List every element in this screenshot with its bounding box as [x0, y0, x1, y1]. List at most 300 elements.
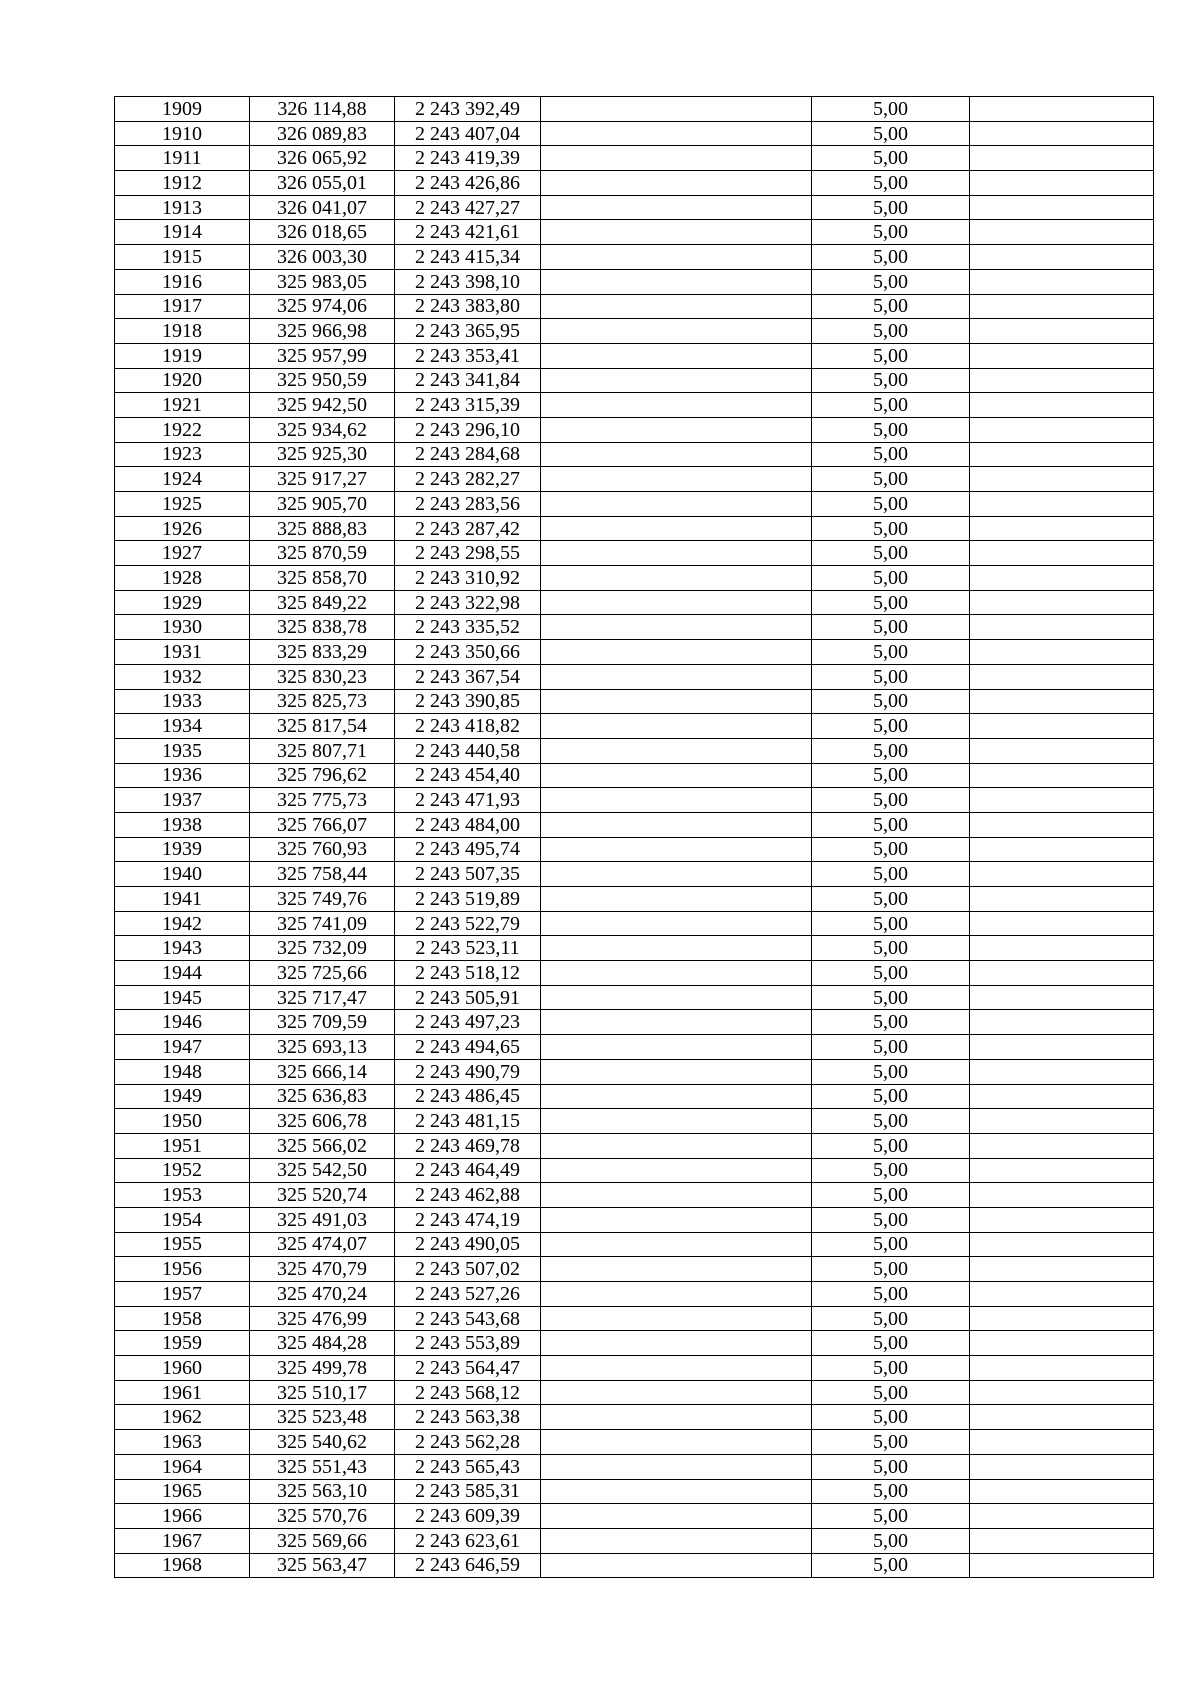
point-number-cell: 1923	[115, 442, 250, 467]
table-row	[115, 220, 1154, 245]
y-coordinate-cell: 2 243 609,39	[395, 1504, 541, 1529]
point-number-cell: 1932	[115, 664, 250, 689]
empty-cell	[970, 442, 1154, 467]
value-cell: 5,00	[812, 1207, 970, 1232]
value-cell: 5,00	[812, 837, 970, 862]
table-row	[115, 640, 1154, 665]
point-number-cell: 1946	[115, 1010, 250, 1035]
x-coordinate-cell: 326 041,07	[250, 195, 395, 220]
empty-cell	[541, 146, 812, 171]
y-coordinate-cell: 2 243 383,80	[395, 294, 541, 319]
y-coordinate-cell: 2 243 471,93	[395, 788, 541, 813]
y-coordinate-cell: 2 243 398,10	[395, 269, 541, 294]
table-row	[115, 664, 1154, 689]
y-coordinate-cell: 2 243 495,74	[395, 837, 541, 862]
empty-cell	[541, 911, 812, 936]
empty-cell	[541, 245, 812, 270]
point-number-cell: 1930	[115, 615, 250, 640]
x-coordinate-cell: 325 563,47	[250, 1553, 395, 1578]
point-number-cell: 1950	[115, 1109, 250, 1134]
empty-cell	[541, 121, 812, 146]
x-coordinate-cell: 326 089,83	[250, 121, 395, 146]
value-cell: 5,00	[812, 1430, 970, 1455]
table-row	[115, 368, 1154, 393]
empty-cell	[970, 1553, 1154, 1578]
point-number-cell: 1937	[115, 788, 250, 813]
value-cell: 5,00	[812, 590, 970, 615]
empty-cell	[541, 516, 812, 541]
table-row	[115, 936, 1154, 961]
point-number-cell: 1920	[115, 368, 250, 393]
point-number-cell: 1964	[115, 1454, 250, 1479]
value-cell: 5,00	[812, 862, 970, 887]
x-coordinate-cell: 326 065,92	[250, 146, 395, 171]
y-coordinate-cell: 2 243 486,45	[395, 1084, 541, 1109]
empty-cell	[541, 220, 812, 245]
point-number-cell: 1961	[115, 1380, 250, 1405]
x-coordinate-cell: 325 470,24	[250, 1282, 395, 1307]
empty-cell	[970, 1282, 1154, 1307]
empty-cell	[970, 146, 1154, 171]
point-number-cell: 1927	[115, 541, 250, 566]
y-coordinate-cell: 2 243 315,39	[395, 393, 541, 418]
empty-cell	[541, 664, 812, 689]
empty-cell	[541, 1405, 812, 1430]
empty-cell	[541, 1504, 812, 1529]
table-row	[115, 343, 1154, 368]
empty-cell	[541, 590, 812, 615]
y-coordinate-cell: 2 243 421,61	[395, 220, 541, 245]
x-coordinate-cell: 325 523,48	[250, 1405, 395, 1430]
point-number-cell: 1922	[115, 417, 250, 442]
point-number-cell: 1929	[115, 590, 250, 615]
x-coordinate-cell: 325 741,09	[250, 911, 395, 936]
y-coordinate-cell: 2 243 522,79	[395, 911, 541, 936]
empty-cell	[541, 640, 812, 665]
x-coordinate-cell: 325 974,06	[250, 294, 395, 319]
point-number-cell: 1953	[115, 1183, 250, 1208]
point-number-cell: 1915	[115, 245, 250, 270]
empty-cell	[970, 1454, 1154, 1479]
y-coordinate-cell: 2 243 335,52	[395, 615, 541, 640]
value-cell: 5,00	[812, 1133, 970, 1158]
value-cell: 5,00	[812, 1282, 970, 1307]
y-coordinate-cell: 2 243 367,54	[395, 664, 541, 689]
value-cell: 5,00	[812, 1084, 970, 1109]
point-number-cell: 1960	[115, 1356, 250, 1381]
value-cell: 5,00	[812, 245, 970, 270]
point-number-cell: 1921	[115, 393, 250, 418]
empty-cell	[970, 1430, 1154, 1455]
x-coordinate-cell: 325 849,22	[250, 590, 395, 615]
empty-cell	[970, 171, 1154, 196]
empty-cell	[541, 788, 812, 813]
x-coordinate-cell: 325 476,99	[250, 1306, 395, 1331]
empty-cell	[541, 1479, 812, 1504]
empty-cell	[970, 1380, 1154, 1405]
x-coordinate-cell: 325 563,10	[250, 1479, 395, 1504]
table-row	[115, 195, 1154, 220]
point-number-cell: 1926	[115, 516, 250, 541]
y-coordinate-cell: 2 243 565,43	[395, 1454, 541, 1479]
x-coordinate-cell: 325 758,44	[250, 862, 395, 887]
point-number-cell: 1919	[115, 343, 250, 368]
x-coordinate-cell: 325 934,62	[250, 417, 395, 442]
value-cell: 5,00	[812, 1232, 970, 1257]
empty-cell	[541, 936, 812, 961]
empty-cell	[541, 319, 812, 344]
table-row	[115, 1454, 1154, 1479]
y-coordinate-cell: 2 243 322,98	[395, 590, 541, 615]
value-cell: 5,00	[812, 640, 970, 665]
y-coordinate-cell: 2 243 623,61	[395, 1528, 541, 1553]
x-coordinate-cell: 325 470,79	[250, 1257, 395, 1282]
point-number-cell: 1938	[115, 812, 250, 837]
table-row	[115, 590, 1154, 615]
empty-cell	[970, 862, 1154, 887]
empty-cell	[970, 368, 1154, 393]
empty-cell	[541, 1084, 812, 1109]
table-row	[115, 1232, 1154, 1257]
value-cell: 5,00	[812, 442, 970, 467]
empty-cell	[541, 1282, 812, 1307]
y-coordinate-cell: 2 243 519,89	[395, 887, 541, 912]
point-number-cell: 1918	[115, 319, 250, 344]
value-cell: 5,00	[812, 1528, 970, 1553]
x-coordinate-cell: 325 732,09	[250, 936, 395, 961]
value-cell: 5,00	[812, 936, 970, 961]
point-number-cell: 1965	[115, 1479, 250, 1504]
y-coordinate-cell: 2 243 310,92	[395, 566, 541, 591]
y-coordinate-cell: 2 243 563,38	[395, 1405, 541, 1430]
empty-cell	[541, 1207, 812, 1232]
x-coordinate-cell: 326 003,30	[250, 245, 395, 270]
y-coordinate-cell: 2 243 553,89	[395, 1331, 541, 1356]
empty-cell	[970, 1084, 1154, 1109]
point-number-cell: 1954	[115, 1207, 250, 1232]
x-coordinate-cell: 325 807,71	[250, 738, 395, 763]
table-row	[115, 121, 1154, 146]
point-number-cell: 1947	[115, 1035, 250, 1060]
y-coordinate-cell: 2 243 341,84	[395, 368, 541, 393]
x-coordinate-cell: 325 775,73	[250, 788, 395, 813]
empty-cell	[541, 738, 812, 763]
value-cell: 5,00	[812, 146, 970, 171]
value-cell: 5,00	[812, 615, 970, 640]
x-coordinate-cell: 325 725,66	[250, 961, 395, 986]
point-number-cell: 1916	[115, 269, 250, 294]
empty-cell	[541, 862, 812, 887]
table-row	[115, 1479, 1154, 1504]
value-cell: 5,00	[812, 1109, 970, 1134]
empty-cell	[541, 442, 812, 467]
empty-cell	[970, 1528, 1154, 1553]
value-cell: 5,00	[812, 566, 970, 591]
empty-cell	[541, 171, 812, 196]
empty-cell	[541, 97, 812, 122]
table-row	[115, 319, 1154, 344]
empty-cell	[541, 467, 812, 492]
empty-cell	[970, 1405, 1154, 1430]
y-coordinate-cell: 2 243 407,04	[395, 121, 541, 146]
empty-cell	[970, 1183, 1154, 1208]
point-number-cell: 1955	[115, 1232, 250, 1257]
y-coordinate-cell: 2 243 518,12	[395, 961, 541, 986]
y-coordinate-cell: 2 243 415,34	[395, 245, 541, 270]
empty-cell	[970, 269, 1154, 294]
table-row	[115, 1331, 1154, 1356]
empty-cell	[970, 1133, 1154, 1158]
y-coordinate-cell: 2 243 523,11	[395, 936, 541, 961]
value-cell: 5,00	[812, 368, 970, 393]
empty-cell	[970, 714, 1154, 739]
value-cell: 5,00	[812, 1158, 970, 1183]
table-row	[115, 1059, 1154, 1084]
table-row	[115, 714, 1154, 739]
point-number-cell: 1924	[115, 467, 250, 492]
value-cell: 5,00	[812, 269, 970, 294]
table-row	[115, 171, 1154, 196]
empty-cell	[970, 245, 1154, 270]
point-number-cell: 1957	[115, 1282, 250, 1307]
table-row	[115, 1405, 1154, 1430]
empty-cell	[541, 1010, 812, 1035]
y-coordinate-cell: 2 243 426,86	[395, 171, 541, 196]
empty-cell	[970, 1331, 1154, 1356]
y-coordinate-cell: 2 243 507,02	[395, 1257, 541, 1282]
y-coordinate-cell: 2 243 564,47	[395, 1356, 541, 1381]
table-row	[115, 541, 1154, 566]
empty-cell	[541, 1454, 812, 1479]
empty-cell	[970, 615, 1154, 640]
y-coordinate-cell: 2 243 284,68	[395, 442, 541, 467]
x-coordinate-cell: 325 636,83	[250, 1084, 395, 1109]
point-number-cell: 1935	[115, 738, 250, 763]
empty-cell	[541, 343, 812, 368]
table-row	[115, 615, 1154, 640]
point-number-cell: 1909	[115, 97, 250, 122]
empty-cell	[970, 590, 1154, 615]
table-row	[115, 837, 1154, 862]
table-row	[115, 492, 1154, 517]
value-cell: 5,00	[812, 1183, 970, 1208]
x-coordinate-cell: 325 540,62	[250, 1430, 395, 1455]
empty-cell	[970, 763, 1154, 788]
table-row	[115, 1109, 1154, 1134]
table-row	[115, 1010, 1154, 1035]
value-cell: 5,00	[812, 664, 970, 689]
y-coordinate-cell: 2 243 418,82	[395, 714, 541, 739]
empty-cell	[970, 1504, 1154, 1529]
point-number-cell: 1939	[115, 837, 250, 862]
point-number-cell: 1933	[115, 689, 250, 714]
y-coordinate-cell: 2 243 490,05	[395, 1232, 541, 1257]
empty-cell	[541, 1331, 812, 1356]
point-number-cell: 1928	[115, 566, 250, 591]
y-coordinate-cell: 2 243 505,91	[395, 985, 541, 1010]
empty-cell	[970, 837, 1154, 862]
empty-cell	[541, 1553, 812, 1578]
empty-cell	[970, 220, 1154, 245]
table-row	[115, 689, 1154, 714]
coordinates-table	[114, 96, 1154, 1578]
point-number-cell: 1962	[115, 1405, 250, 1430]
point-number-cell: 1941	[115, 887, 250, 912]
value-cell: 5,00	[812, 171, 970, 196]
empty-cell	[541, 837, 812, 862]
x-coordinate-cell: 325 570,76	[250, 1504, 395, 1529]
y-coordinate-cell: 2 243 543,68	[395, 1306, 541, 1331]
x-coordinate-cell: 325 542,50	[250, 1158, 395, 1183]
table-row	[115, 1282, 1154, 1307]
empty-cell	[541, 1232, 812, 1257]
x-coordinate-cell: 325 796,62	[250, 763, 395, 788]
y-coordinate-cell: 2 243 287,42	[395, 516, 541, 541]
empty-cell	[970, 664, 1154, 689]
y-coordinate-cell: 2 243 296,10	[395, 417, 541, 442]
empty-cell	[970, 566, 1154, 591]
point-number-cell: 1942	[115, 911, 250, 936]
y-coordinate-cell: 2 243 497,23	[395, 1010, 541, 1035]
value-cell: 5,00	[812, 97, 970, 122]
x-coordinate-cell: 325 957,99	[250, 343, 395, 368]
empty-cell	[541, 269, 812, 294]
table-row	[115, 1430, 1154, 1455]
table-row	[115, 1257, 1154, 1282]
value-cell: 5,00	[812, 393, 970, 418]
empty-cell	[541, 1109, 812, 1134]
y-coordinate-cell: 2 243 350,66	[395, 640, 541, 665]
empty-cell	[970, 343, 1154, 368]
x-coordinate-cell: 326 018,65	[250, 220, 395, 245]
empty-cell	[541, 887, 812, 912]
value-cell: 5,00	[812, 1454, 970, 1479]
y-coordinate-cell: 2 243 365,95	[395, 319, 541, 344]
table-row	[115, 1356, 1154, 1381]
y-coordinate-cell: 2 243 474,19	[395, 1207, 541, 1232]
point-number-cell: 1945	[115, 985, 250, 1010]
x-coordinate-cell: 325 983,05	[250, 269, 395, 294]
point-number-cell: 1914	[115, 220, 250, 245]
point-number-cell: 1959	[115, 1331, 250, 1356]
empty-cell	[970, 97, 1154, 122]
empty-cell	[541, 417, 812, 442]
empty-cell	[541, 1430, 812, 1455]
x-coordinate-cell: 325 858,70	[250, 566, 395, 591]
empty-cell	[970, 121, 1154, 146]
x-coordinate-cell: 325 888,83	[250, 516, 395, 541]
y-coordinate-cell: 2 243 527,26	[395, 1282, 541, 1307]
value-cell: 5,00	[812, 763, 970, 788]
empty-cell	[541, 985, 812, 1010]
point-number-cell: 1934	[115, 714, 250, 739]
value-cell: 5,00	[812, 689, 970, 714]
empty-cell	[541, 368, 812, 393]
table-row	[115, 1380, 1154, 1405]
empty-cell	[970, 812, 1154, 837]
value-cell: 5,00	[812, 343, 970, 368]
empty-cell	[541, 1035, 812, 1060]
point-number-cell: 1940	[115, 862, 250, 887]
table-row	[115, 985, 1154, 1010]
table-row	[115, 887, 1154, 912]
empty-cell	[541, 689, 812, 714]
value-cell: 5,00	[812, 467, 970, 492]
empty-cell	[541, 541, 812, 566]
x-coordinate-cell: 325 606,78	[250, 1109, 395, 1134]
table-row	[115, 1183, 1154, 1208]
y-coordinate-cell: 2 243 568,12	[395, 1380, 541, 1405]
y-coordinate-cell: 2 243 494,65	[395, 1035, 541, 1060]
x-coordinate-cell: 325 925,30	[250, 442, 395, 467]
table-row	[115, 1207, 1154, 1232]
value-cell: 5,00	[812, 1257, 970, 1282]
value-cell: 5,00	[812, 738, 970, 763]
value-cell: 5,00	[812, 812, 970, 837]
empty-cell	[970, 1479, 1154, 1504]
empty-cell	[541, 714, 812, 739]
value-cell: 5,00	[812, 1059, 970, 1084]
value-cell: 5,00	[812, 1356, 970, 1381]
point-number-cell: 1910	[115, 121, 250, 146]
empty-cell	[970, 911, 1154, 936]
empty-cell	[970, 1035, 1154, 1060]
y-coordinate-cell: 2 243 440,58	[395, 738, 541, 763]
x-coordinate-cell: 325 817,54	[250, 714, 395, 739]
value-cell: 5,00	[812, 294, 970, 319]
table-row	[115, 1035, 1154, 1060]
table-row	[115, 1553, 1154, 1578]
table-row	[115, 1306, 1154, 1331]
value-cell: 5,00	[812, 1553, 970, 1578]
x-coordinate-cell: 325 749,76	[250, 887, 395, 912]
empty-cell	[970, 467, 1154, 492]
table-row	[115, 862, 1154, 887]
value-cell: 5,00	[812, 541, 970, 566]
value-cell: 5,00	[812, 714, 970, 739]
y-coordinate-cell: 2 243 353,41	[395, 343, 541, 368]
empty-cell	[541, 294, 812, 319]
empty-cell	[541, 1380, 812, 1405]
table-row	[115, 393, 1154, 418]
empty-cell	[541, 961, 812, 986]
empty-cell	[970, 417, 1154, 442]
table-row	[115, 467, 1154, 492]
empty-cell	[970, 936, 1154, 961]
x-coordinate-cell: 325 766,07	[250, 812, 395, 837]
empty-cell	[541, 1257, 812, 1282]
point-number-cell: 1949	[115, 1084, 250, 1109]
table-row	[115, 146, 1154, 171]
x-coordinate-cell: 325 510,17	[250, 1380, 395, 1405]
empty-cell	[970, 1232, 1154, 1257]
value-cell: 5,00	[812, 1035, 970, 1060]
point-number-cell: 1963	[115, 1430, 250, 1455]
empty-cell	[970, 1356, 1154, 1381]
y-coordinate-cell: 2 243 646,59	[395, 1553, 541, 1578]
value-cell: 5,00	[812, 319, 970, 344]
empty-cell	[541, 812, 812, 837]
empty-cell	[541, 1356, 812, 1381]
y-coordinate-cell: 2 243 390,85	[395, 689, 541, 714]
empty-cell	[970, 195, 1154, 220]
empty-cell	[970, 961, 1154, 986]
empty-cell	[970, 985, 1154, 1010]
empty-cell	[541, 1306, 812, 1331]
y-coordinate-cell: 2 243 283,56	[395, 492, 541, 517]
empty-cell	[970, 1207, 1154, 1232]
y-coordinate-cell: 2 243 298,55	[395, 541, 541, 566]
